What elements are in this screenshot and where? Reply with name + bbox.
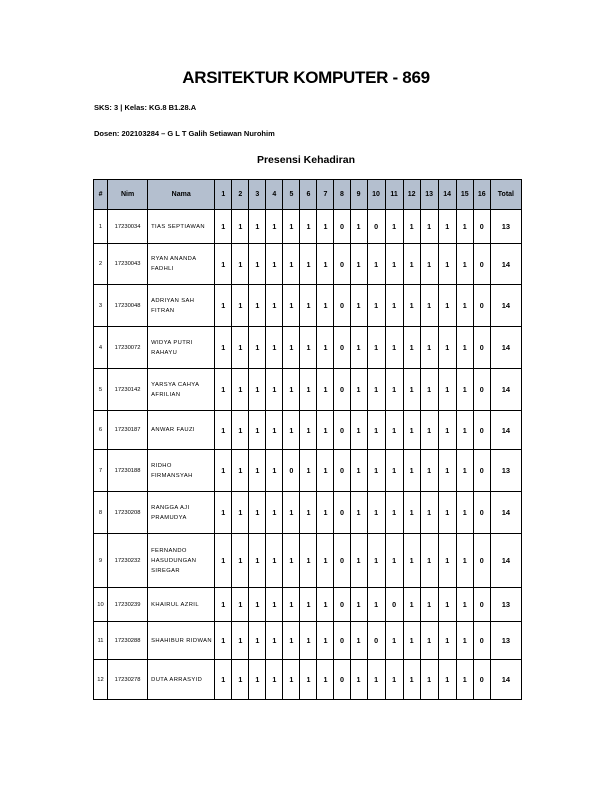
attendance-mark: 1	[367, 450, 385, 492]
attendance-mark: 1	[350, 411, 367, 450]
student-nim: 17230048	[108, 285, 148, 327]
column-header: Nama	[148, 180, 215, 210]
attendance-mark: 1	[438, 411, 456, 450]
attendance-mark: 0	[334, 450, 350, 492]
attendance-mark: 1	[438, 327, 456, 369]
attendance-mark: 0	[473, 285, 490, 327]
attendance-mark: 1	[317, 534, 334, 588]
student-name: KHAIRUL AZRIL	[148, 588, 215, 622]
attendance-mark: 1	[367, 588, 385, 622]
attendance-mark: 1	[403, 210, 420, 244]
attendance-mark: 1	[456, 492, 473, 534]
attendance-mark: 1	[420, 588, 438, 622]
student-name: YARSYA CAHYA AFRILIAN	[148, 369, 215, 411]
student-name: FERNANDO HASUDUNGAN SIREGAR	[148, 534, 215, 588]
row-number: 4	[94, 327, 108, 369]
attendance-mark: 1	[317, 327, 334, 369]
attendance-mark: 1	[438, 622, 456, 660]
attendance-mark: 1	[438, 588, 456, 622]
attendance-mark: 1	[232, 450, 249, 492]
attendance-mark: 1	[215, 450, 232, 492]
attendance-mark: 1	[350, 450, 367, 492]
attendance-mark: 1	[215, 327, 232, 369]
attendance-mark: 1	[385, 369, 403, 411]
attendance-mark: 1	[317, 660, 334, 700]
attendance-mark: 1	[367, 244, 385, 285]
attendance-mark: 1	[420, 534, 438, 588]
attendance-mark: 0	[334, 210, 350, 244]
attendance-mark: 1	[283, 244, 300, 285]
table-row	[94, 285, 522, 327]
attendance-mark: 1	[317, 210, 334, 244]
attendance-mark: 1	[249, 450, 266, 492]
attendance-mark: 1	[266, 622, 283, 660]
attendance-mark: 1	[215, 622, 232, 660]
attendance-mark: 0	[473, 492, 490, 534]
attendance-mark: 1	[317, 411, 334, 450]
attendance-mark: 1	[385, 534, 403, 588]
attendance-mark: 1	[232, 534, 249, 588]
attendance-mark: 0	[334, 660, 350, 700]
attendance-mark: 1	[300, 244, 317, 285]
attendance-mark: 0	[473, 450, 490, 492]
table-row	[94, 534, 522, 588]
attendance-mark: 1	[367, 492, 385, 534]
attendance-mark: 1	[385, 285, 403, 327]
attendance-mark: 0	[334, 588, 350, 622]
attendance-mark: 1	[438, 369, 456, 411]
table-header-row	[94, 180, 522, 210]
column-header: 14	[438, 180, 456, 210]
row-number: 2	[94, 244, 108, 285]
attendance-mark: 1	[438, 660, 456, 700]
column-header: Total	[490, 180, 521, 210]
attendance-mark: 1	[385, 492, 403, 534]
attendance-mark: 1	[300, 622, 317, 660]
attendance-mark: 1	[367, 660, 385, 700]
student-nim: 17230142	[108, 369, 148, 411]
attendance-mark: 1	[350, 534, 367, 588]
attendance-total: 14	[490, 285, 521, 327]
attendance-mark: 1	[456, 411, 473, 450]
attendance-mark: 1	[283, 327, 300, 369]
attendance-mark: 1	[456, 244, 473, 285]
column-header: 5	[283, 180, 300, 210]
attendance-mark: 1	[300, 411, 317, 450]
attendance-mark: 1	[456, 588, 473, 622]
attendance-mark: 1	[350, 327, 367, 369]
attendance-mark: 1	[456, 369, 473, 411]
attendance-total: 14	[490, 492, 521, 534]
attendance-mark: 0	[283, 450, 300, 492]
student-name: RIDHO FIRMANSYAH	[148, 450, 215, 492]
attendance-mark: 1	[232, 244, 249, 285]
attendance-mark: 1	[403, 285, 420, 327]
column-header: 8	[334, 180, 350, 210]
attendance-mark: 1	[456, 285, 473, 327]
attendance-mark: 1	[300, 534, 317, 588]
attendance-mark: 0	[334, 534, 350, 588]
attendance-mark: 0	[473, 369, 490, 411]
attendance-mark: 1	[215, 588, 232, 622]
attendance-total: 14	[490, 660, 521, 700]
table-row	[94, 660, 522, 700]
row-number: 6	[94, 411, 108, 450]
attendance-mark: 1	[300, 588, 317, 622]
student-nim: 17230239	[108, 588, 148, 622]
attendance-mark: 1	[249, 492, 266, 534]
attendance-mark: 1	[456, 210, 473, 244]
attendance-mark: 1	[438, 450, 456, 492]
attendance-mark: 1	[266, 285, 283, 327]
class-info: SKS: 3 | Kelas: KG.8 B1.28.A	[94, 103, 197, 112]
attendance-mark: 1	[317, 622, 334, 660]
table-row	[94, 244, 522, 285]
attendance-mark: 0	[473, 327, 490, 369]
attendance-mark: 1	[420, 411, 438, 450]
attendance-mark: 1	[367, 285, 385, 327]
table-row	[94, 369, 522, 411]
attendance-mark: 1	[350, 588, 367, 622]
attendance-mark: 0	[473, 534, 490, 588]
section-title: Presensi Kehadiran	[256, 154, 356, 166]
column-header: 4	[266, 180, 283, 210]
column-header: 7	[317, 180, 334, 210]
row-number: 5	[94, 369, 108, 411]
student-name: RANGGA AJI PRAMUDYA	[148, 492, 215, 534]
student-nim: 17230072	[108, 327, 148, 369]
attendance-mark: 1	[350, 622, 367, 660]
attendance-mark: 0	[334, 622, 350, 660]
attendance-mark: 1	[403, 492, 420, 534]
table-row	[94, 492, 522, 534]
attendance-mark: 1	[283, 492, 300, 534]
attendance-mark: 1	[403, 327, 420, 369]
attendance-mark: 0	[334, 285, 350, 327]
attendance-mark: 1	[300, 492, 317, 534]
attendance-mark: 0	[334, 244, 350, 285]
attendance-mark: 1	[317, 369, 334, 411]
attendance-mark: 1	[232, 411, 249, 450]
attendance-mark: 1	[249, 369, 266, 411]
attendance-mark: 1	[300, 450, 317, 492]
attendance-total: 13	[490, 588, 521, 622]
attendance-mark: 0	[473, 588, 490, 622]
attendance-mark: 1	[350, 369, 367, 411]
attendance-mark: 1	[232, 622, 249, 660]
student-nim: 17230187	[108, 411, 148, 450]
column-header: 2	[232, 180, 249, 210]
table-row	[94, 210, 522, 244]
page-title: ARSITEKTUR KOMPUTER - 869	[182, 68, 430, 87]
attendance-mark: 1	[420, 369, 438, 411]
attendance-mark: 1	[438, 285, 456, 327]
attendance-mark: 1	[266, 492, 283, 534]
attendance-mark: 1	[249, 411, 266, 450]
attendance-mark: 1	[249, 210, 266, 244]
attendance-mark: 1	[317, 588, 334, 622]
attendance-mark: 1	[283, 411, 300, 450]
attendance-mark: 1	[403, 534, 420, 588]
attendance-mark: 1	[420, 492, 438, 534]
student-nim: 17230034	[108, 210, 148, 244]
table-row	[94, 327, 522, 369]
attendance-mark: 1	[283, 369, 300, 411]
attendance-mark: 1	[232, 588, 249, 622]
attendance-mark: 1	[215, 660, 232, 700]
attendance-total: 13	[490, 210, 521, 244]
attendance-mark: 0	[473, 660, 490, 700]
row-number: 7	[94, 450, 108, 492]
attendance-mark: 1	[266, 450, 283, 492]
row-number: 11	[94, 622, 108, 660]
attendance-mark: 1	[420, 327, 438, 369]
attendance-mark: 1	[215, 369, 232, 411]
attendance-mark: 1	[385, 622, 403, 660]
column-header: 15	[456, 180, 473, 210]
table-row	[94, 411, 522, 450]
attendance-mark: 0	[385, 588, 403, 622]
attendance-mark: 0	[334, 327, 350, 369]
attendance-mark: 0	[334, 492, 350, 534]
attendance-mark: 1	[456, 327, 473, 369]
student-name: SHAHIBUR RIDWAN	[148, 622, 215, 660]
attendance-mark: 1	[350, 492, 367, 534]
attendance-mark: 1	[403, 244, 420, 285]
column-header: Nim	[108, 180, 148, 210]
attendance-mark: 1	[266, 244, 283, 285]
student-name: ADRIYAN SAH FITRAN	[148, 285, 215, 327]
attendance-mark: 1	[266, 534, 283, 588]
attendance-mark: 0	[473, 622, 490, 660]
student-name: WIDYA PUTRI RAHAYU	[148, 327, 215, 369]
attendance-mark: 1	[403, 369, 420, 411]
attendance-mark: 1	[420, 210, 438, 244]
attendance-mark: 1	[232, 285, 249, 327]
attendance-mark: 1	[438, 210, 456, 244]
attendance-total: 14	[490, 369, 521, 411]
attendance-mark: 1	[317, 244, 334, 285]
attendance-mark: 1	[215, 285, 232, 327]
attendance-mark: 1	[385, 450, 403, 492]
attendance-mark: 1	[215, 492, 232, 534]
attendance-mark: 1	[317, 492, 334, 534]
attendance-mark: 1	[232, 660, 249, 700]
attendance-mark: 1	[249, 285, 266, 327]
attendance-mark: 1	[283, 534, 300, 588]
row-number: 1	[94, 210, 108, 244]
column-header: 9	[350, 180, 367, 210]
attendance-mark: 0	[367, 622, 385, 660]
student-nim: 17230232	[108, 534, 148, 588]
student-nim: 17230208	[108, 492, 148, 534]
attendance-mark: 1	[438, 534, 456, 588]
student-name: DUTA ARRASYID	[148, 660, 215, 700]
student-nim: 17230188	[108, 450, 148, 492]
attendance-mark: 1	[438, 244, 456, 285]
attendance-mark: 1	[249, 327, 266, 369]
attendance-mark: 1	[283, 660, 300, 700]
attendance-mark: 1	[350, 285, 367, 327]
attendance-mark: 1	[367, 369, 385, 411]
column-header: 12	[403, 180, 420, 210]
attendance-mark: 1	[266, 210, 283, 244]
attendance-mark: 1	[350, 210, 367, 244]
attendance-mark: 1	[266, 660, 283, 700]
student-name: RYAN ANANDA FADHLI	[148, 244, 215, 285]
student-nim: 17230043	[108, 244, 148, 285]
attendance-total: 13	[490, 622, 521, 660]
attendance-mark: 1	[385, 210, 403, 244]
attendance-total: 14	[490, 327, 521, 369]
attendance-mark: 1	[232, 327, 249, 369]
attendance-mark: 1	[266, 369, 283, 411]
attendance-mark: 1	[283, 285, 300, 327]
row-number: 3	[94, 285, 108, 327]
attendance-mark: 1	[283, 210, 300, 244]
attendance-total: 13	[490, 450, 521, 492]
attendance-mark: 1	[215, 411, 232, 450]
attendance-mark: 1	[300, 285, 317, 327]
attendance-mark: 1	[403, 622, 420, 660]
attendance-mark: 1	[215, 244, 232, 285]
attendance-mark: 1	[385, 411, 403, 450]
attendance-mark: 1	[438, 492, 456, 534]
row-number: 10	[94, 588, 108, 622]
table-row	[94, 622, 522, 660]
attendance-mark: 1	[317, 450, 334, 492]
attendance-mark: 1	[403, 660, 420, 700]
attendance-mark: 0	[473, 411, 490, 450]
column-header: 3	[249, 180, 266, 210]
attendance-mark: 1	[249, 534, 266, 588]
attendance-mark: 1	[456, 660, 473, 700]
attendance-mark: 1	[266, 411, 283, 450]
row-number: 12	[94, 660, 108, 700]
attendance-mark: 1	[266, 588, 283, 622]
attendance-mark: 1	[367, 534, 385, 588]
attendance-mark: 1	[420, 660, 438, 700]
attendance-mark: 1	[249, 588, 266, 622]
attendance-mark: 1	[350, 660, 367, 700]
attendance-total: 14	[490, 534, 521, 588]
lecturer-info: Dosen: 202103284 – G L T Galih Setiawan Nurohim	[94, 129, 275, 138]
table-row	[94, 450, 522, 492]
attendance-mark: 1	[456, 450, 473, 492]
attendance-mark: 1	[367, 327, 385, 369]
attendance-mark: 0	[334, 369, 350, 411]
attendance-mark: 1	[403, 450, 420, 492]
column-header: 13	[420, 180, 438, 210]
column-header: 10	[367, 180, 385, 210]
row-number: 9	[94, 534, 108, 588]
attendance-mark: 1	[403, 411, 420, 450]
student-nim: 17230278	[108, 660, 148, 700]
student-name: ANWAR FAUZI	[148, 411, 215, 450]
attendance-mark: 1	[367, 411, 385, 450]
attendance-mark: 1	[283, 588, 300, 622]
attendance-table	[93, 179, 522, 700]
attendance-mark: 1	[403, 588, 420, 622]
attendance-mark: 1	[420, 450, 438, 492]
attendance-mark: 1	[420, 285, 438, 327]
attendance-mark: 1	[249, 660, 266, 700]
attendance-mark: 1	[283, 622, 300, 660]
column-header: 6	[300, 180, 317, 210]
attendance-mark: 1	[300, 210, 317, 244]
attendance-mark: 1	[385, 660, 403, 700]
column-header: #	[94, 180, 108, 210]
attendance-mark: 0	[473, 244, 490, 285]
attendance-mark: 1	[420, 622, 438, 660]
attendance-mark: 1	[456, 534, 473, 588]
attendance-mark: 1	[300, 327, 317, 369]
attendance-mark: 1	[266, 327, 283, 369]
attendance-mark: 1	[420, 244, 438, 285]
row-number: 8	[94, 492, 108, 534]
student-nim: 17230288	[108, 622, 148, 660]
student-name: TIAS SEPTIAWAN	[148, 210, 215, 244]
attendance-mark: 0	[334, 411, 350, 450]
attendance-mark: 1	[249, 622, 266, 660]
attendance-mark: 1	[350, 244, 367, 285]
attendance-mark: 1	[317, 285, 334, 327]
attendance-mark: 1	[300, 369, 317, 411]
column-header: 16	[473, 180, 490, 210]
attendance-mark: 1	[300, 660, 317, 700]
attendance-mark: 0	[473, 210, 490, 244]
attendance-mark: 1	[215, 534, 232, 588]
table-row	[94, 588, 522, 622]
attendance-mark: 1	[456, 622, 473, 660]
column-header: 1	[215, 180, 232, 210]
attendance-mark: 1	[232, 210, 249, 244]
attendance-mark: 1	[232, 492, 249, 534]
attendance-mark: 1	[385, 327, 403, 369]
attendance-mark: 1	[215, 210, 232, 244]
attendance-mark: 1	[249, 244, 266, 285]
attendance-mark: 1	[385, 244, 403, 285]
attendance-total: 14	[490, 244, 521, 285]
attendance-total: 14	[490, 411, 521, 450]
attendance-mark: 1	[232, 369, 249, 411]
attendance-mark: 0	[367, 210, 385, 244]
column-header: 11	[385, 180, 403, 210]
